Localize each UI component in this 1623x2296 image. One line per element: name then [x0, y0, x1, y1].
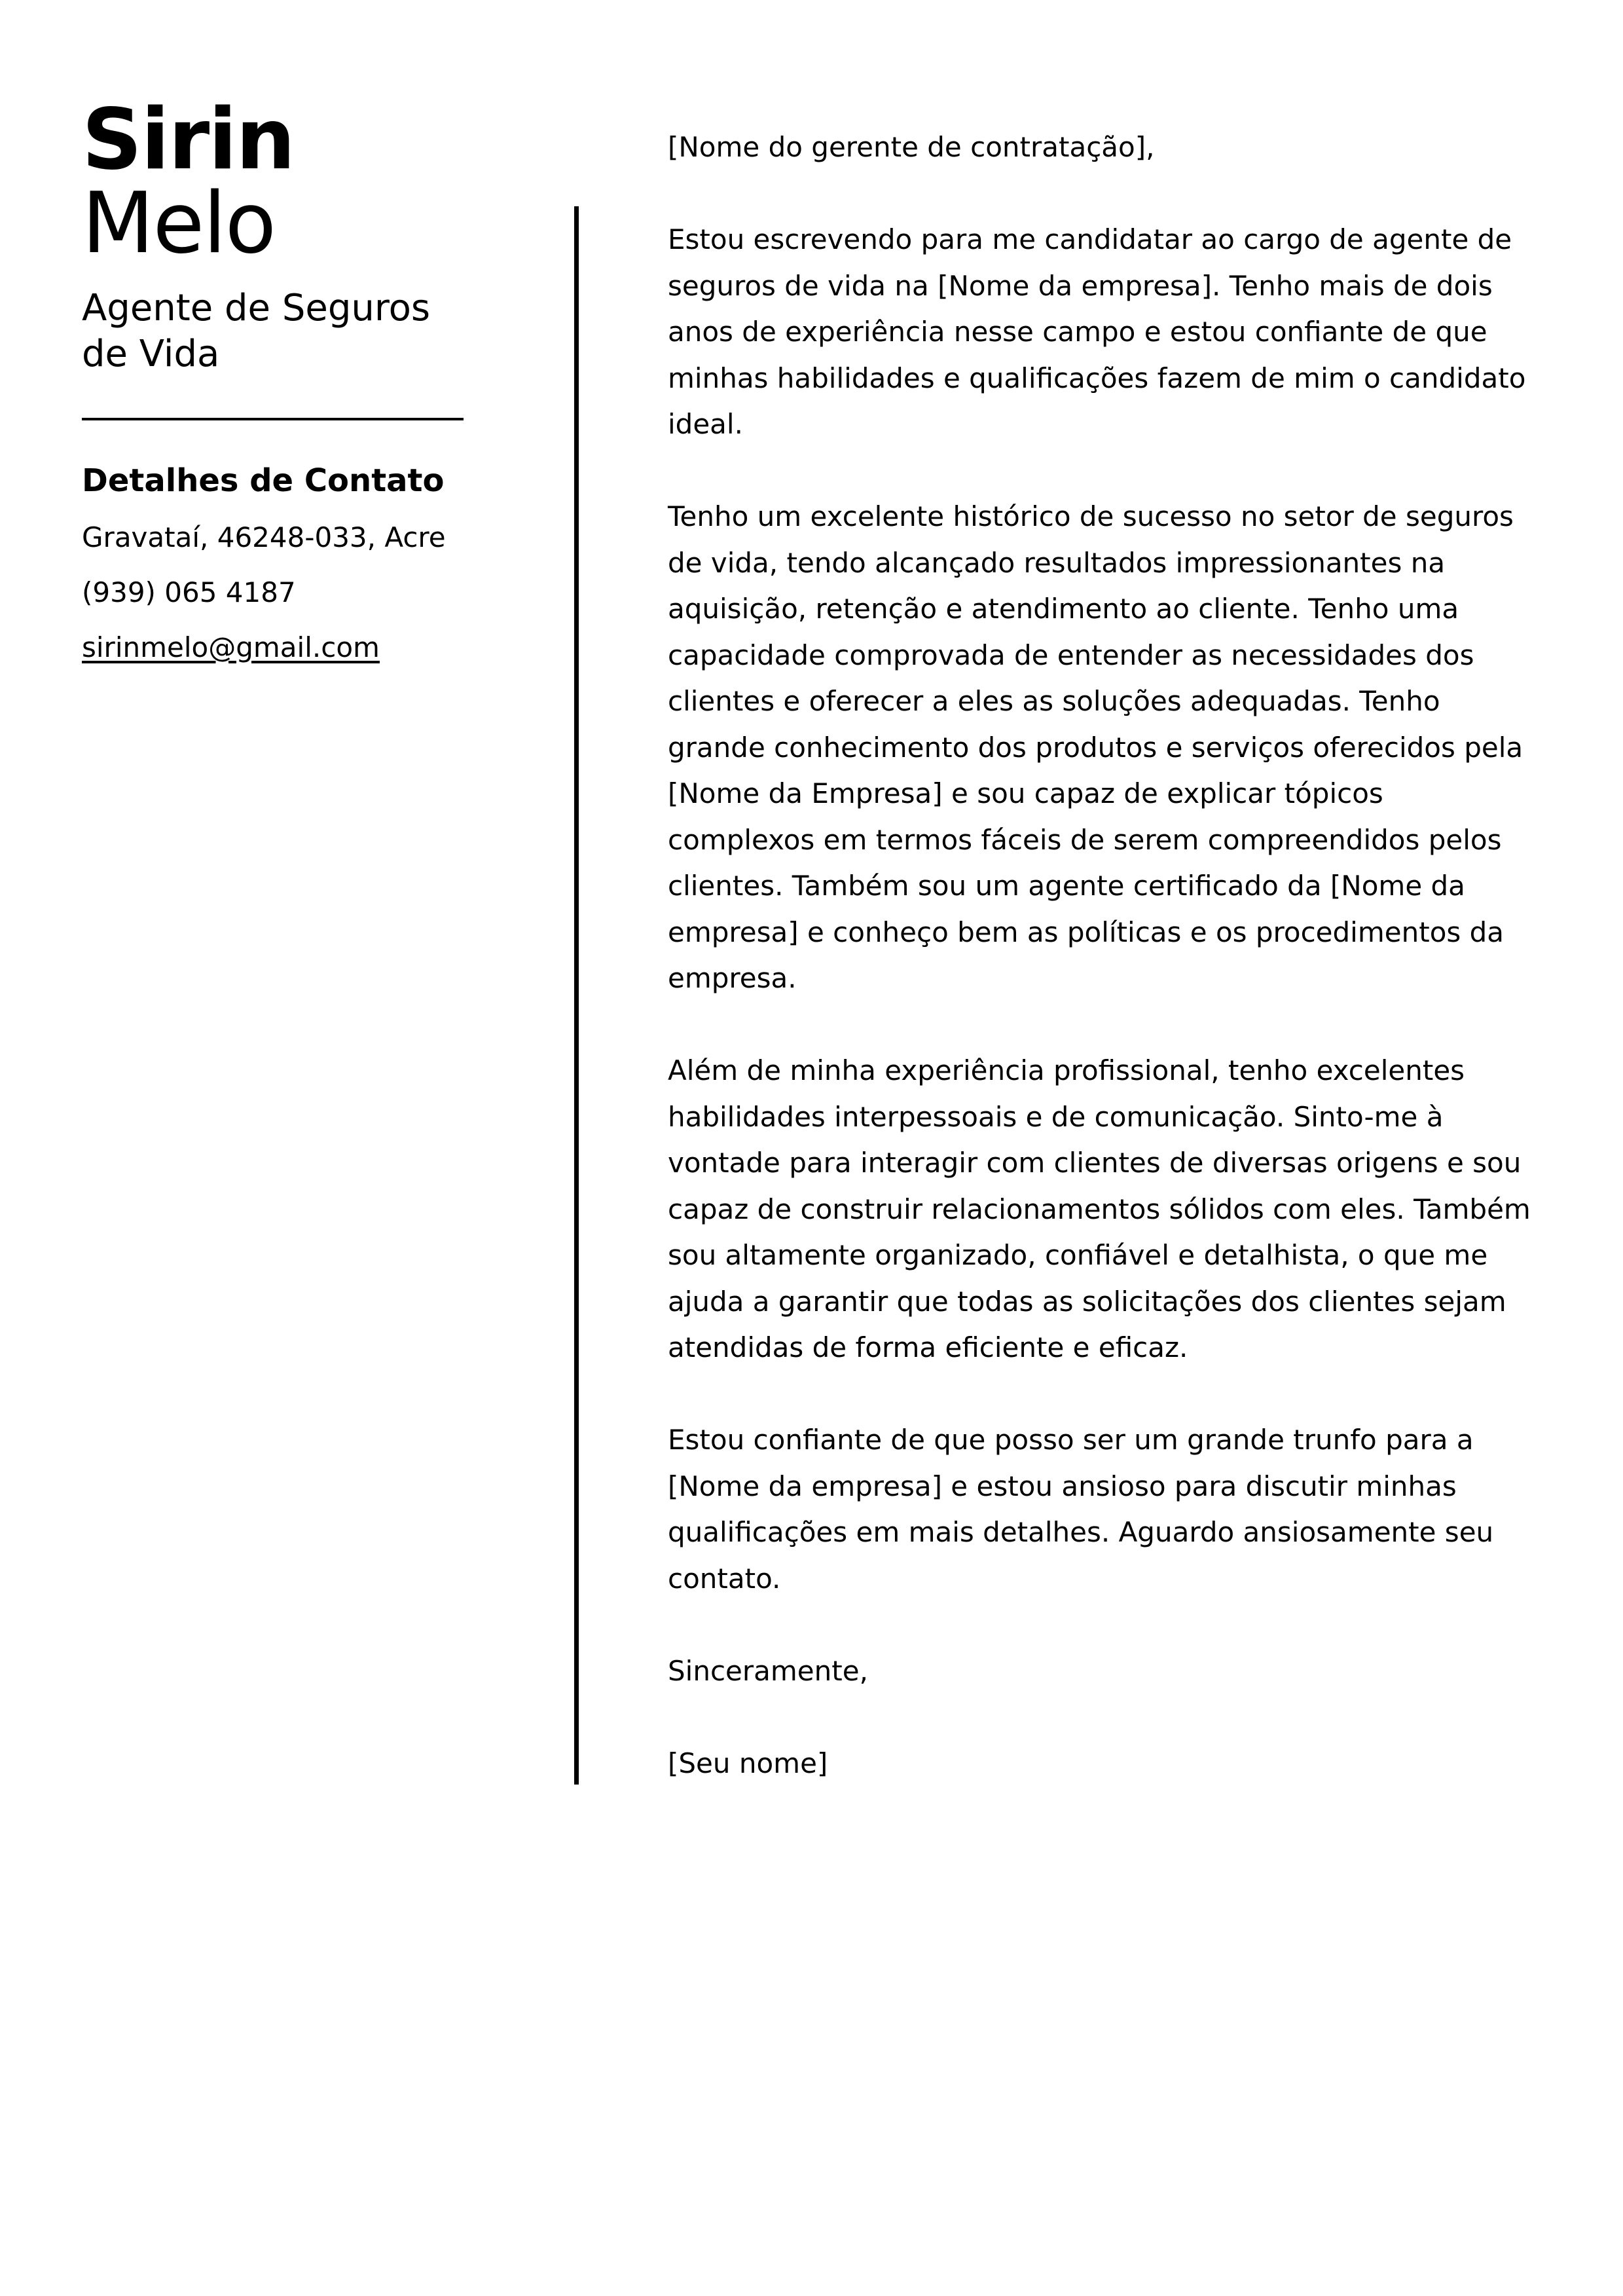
job-title: Agente de Seguros de Vida: [82, 287, 431, 375]
last-name: Melo: [82, 175, 276, 272]
letter-signature: [Seu nome]: [668, 1747, 828, 1779]
contact-email-link[interactable]: sirinmelo@gmail.com: [82, 631, 380, 663]
contact-phone: (939) 065 4187: [82, 576, 296, 608]
contact-address: Gravataí, 46248-033, Acre: [82, 521, 446, 553]
letter-paragraph: Estou escrevendo para me candidatar ao cargo de agente de seguros de vida na [Nome da empresa]. Tenho mais de dois anos de experiência nesse campo e estou confiante de que minhas habilidades e qualificações fazem de mim o candidato ideal.: [668, 223, 1526, 440]
letter-body: [668, 124, 1539, 1833]
sidebar: [82, 91, 471, 665]
letter-paragraph: Estou confiante de que posso ser um grande trunfo para a [Nome da empresa] e estou ansioso para discutir minhas qualificações em mais detalhes. Aguardo ansiosamente seu contato.: [668, 1424, 1494, 1595]
sidebar-divider: [82, 418, 464, 420]
first-name: Sirin: [82, 91, 295, 189]
contact-heading: Detalhes de Contato: [82, 462, 445, 499]
vertical-divider: [574, 206, 579, 1785]
letter-salutation: [Nome do gerente de contratação],: [668, 131, 1155, 163]
letter-paragraph: Tenho um excelente histórico de sucesso no setor de seguros de vida, tendo alcançado resultados impressionantes na aquisição, retenção e atendimento ao cliente. Tenho uma capacidade comprovada de entender as necessidades dos clientes e oferecer a eles as soluções adequadas. Tenho grande conhecimento dos produtos e serviços oferecidos pela [Nome da Empresa] e sou capaz de explicar tópicos complexos em termos fáceis de serem compreendidos pelos clientes. Também sou um agente certificado da [Nome da empresa] e conheço bem as políticas e os procedimentos da empresa.: [668, 500, 1523, 994]
letter-paragraph: Além de minha experiência profissional, tenho excelentes habilidades interpessoais e de comunicação. Sinto-me à vontade para interagir com clientes de diversas origens e sou capaz de construir relacionamentos sólidos com eles. Também sou altamente organizado, confiável e detalhista, o que me ajuda a garantir que todas as solicitações dos clientes sejam atendidas de forma eficiente e eficaz.: [668, 1054, 1531, 1363]
letter-closing: Sinceramente,: [668, 1654, 868, 1687]
